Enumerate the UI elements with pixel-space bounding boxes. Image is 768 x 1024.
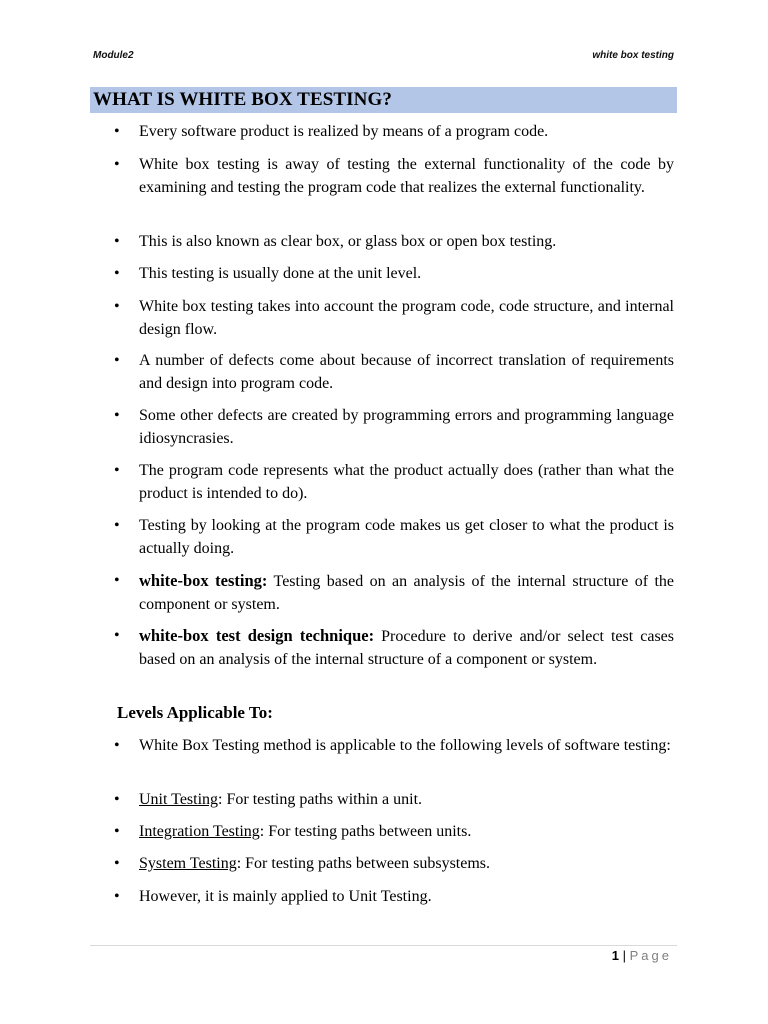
levels-heading: Levels Applicable To:: [117, 703, 273, 722]
level-item: [114, 853, 674, 876]
level-item: [114, 886, 674, 909]
level-text: [139, 853, 674, 876]
bullet-icon: •: [114, 627, 120, 644]
header-module: Module2: [93, 50, 134, 61]
bullet-text: A number of defects come about because of incorrect translation of requirements and design into program code.: [139, 352, 674, 392]
definition-text: [139, 625, 674, 671]
page-footer: [612, 948, 672, 963]
bullet-text: Some other defects are created by programming errors and programming language idiosyncrasies.: [139, 407, 674, 447]
bullet-text: The program code represents what the product actually does (rather than what the product is intended to do).: [139, 462, 674, 502]
bullet-icon: •: [114, 407, 120, 424]
bullet-item: [114, 154, 674, 199]
bullet-item: [114, 231, 674, 254]
level-item: [114, 789, 674, 812]
level-item: [114, 735, 674, 758]
bullet-icon: •: [114, 888, 120, 905]
bullet-icon: •: [114, 823, 120, 840]
page-title: WHAT IS WHITE BOX TESTING?: [93, 89, 392, 110]
level-term: Integration Testing: [139, 823, 260, 840]
level-desc: : For testing paths between subsystems.: [236, 855, 491, 872]
definition-text: [139, 570, 674, 616]
bullet-item: [114, 515, 674, 560]
bullet-icon: •: [114, 298, 120, 315]
bullet-icon: •: [114, 737, 120, 754]
bullet-icon: •: [114, 265, 120, 282]
definition-body: Testing based on an analysis of the internal structure of the component or system.: [139, 573, 675, 613]
title-banner: [90, 87, 677, 113]
definition-body: Procedure to derive and/or select test cases based on an analysis of the internal structure of a component or system.: [139, 628, 674, 668]
bullet-item: [114, 460, 674, 505]
level-desc: : For testing paths between units.: [259, 823, 472, 840]
header-topic: white box testing: [592, 50, 674, 61]
level-text: [139, 821, 674, 844]
level-text: [139, 789, 674, 812]
bullet-item: [114, 263, 674, 286]
bullet-icon: •: [114, 572, 120, 589]
bullet-icon: •: [114, 791, 120, 808]
bullet-item: [114, 570, 674, 616]
page-number: 1: [611, 948, 619, 963]
bullet-icon: •: [114, 517, 120, 534]
bullet-text: This is also known as clear box, or glass box or open box testing.: [139, 233, 557, 250]
level-item: [114, 821, 674, 844]
bullet-text: Testing by looking at the program code makes us get closer to what the product is actually doing.: [139, 517, 674, 557]
bullet-item: [114, 350, 674, 395]
footer-divider: [90, 945, 677, 946]
bullet-icon: •: [114, 233, 120, 250]
page-label: Page: [629, 948, 672, 963]
bullet-icon: •: [114, 352, 120, 369]
bullet-text: White box testing takes into account the program code, code structure, and internal design flow.: [139, 298, 674, 338]
bullet-icon: •: [114, 156, 120, 173]
bullet-icon: •: [114, 462, 120, 479]
bullet-text: This testing is usually done at the unit level.: [139, 265, 422, 282]
level-desc: : For testing paths within a unit.: [218, 791, 423, 808]
definition-term: white-box test design technique:: [139, 626, 375, 645]
bullet-item: [114, 296, 674, 341]
bullet-item: [114, 625, 674, 671]
bullet-item: [114, 405, 674, 450]
definition-term: white-box testing:: [139, 571, 268, 590]
level-text: White Box Testing method is applicable to the following levels of software testing:: [139, 737, 671, 754]
bullet-item: [114, 121, 674, 144]
bullet-icon: •: [114, 855, 120, 872]
bullet-text: Every software product is realized by means of a program code.: [139, 123, 549, 140]
level-text: However, it is mainly applied to Unit Testing.: [139, 888, 432, 905]
level-term: System Testing: [139, 855, 237, 872]
footer-separator: |: [622, 948, 626, 963]
level-term: Unit Testing: [139, 791, 219, 808]
bullet-text: White box testing is away of testing the external functionality of the code by examining and testing the program code that realizes the external functionality.: [139, 156, 674, 196]
bullet-icon: •: [114, 123, 120, 140]
